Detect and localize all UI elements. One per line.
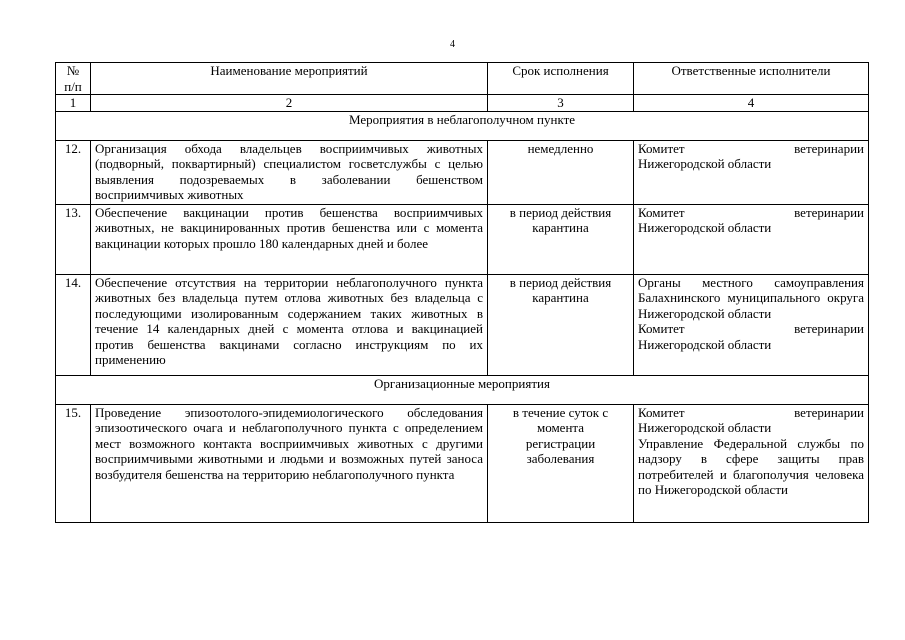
header-row xyxy=(56,63,869,95)
measure-term: в период действия карантина xyxy=(488,274,634,375)
measure-term: немедленно xyxy=(488,140,634,204)
column-index-row xyxy=(56,95,869,112)
measure-term: в период действия карантина xyxy=(488,204,634,274)
responsible-line: Органы местного самоуправления Балахнинского муниципального округа Нижегородской области xyxy=(638,274,864,321)
header-term: Срок исполнения xyxy=(488,63,634,95)
row-number: 13. xyxy=(56,204,91,274)
table-row xyxy=(56,274,869,375)
responsible-line: Нижегородской области xyxy=(638,220,772,235)
measures-table xyxy=(55,62,869,523)
section-title: Мероприятия в неблагополучном пункте xyxy=(56,111,869,140)
page-number: 4 xyxy=(450,39,455,50)
measure-name: Организация обхода владельцев восприимчивых животных (подворный, поквартирный) специалистом госветслужбы с целью выявления подозреваемых в заболевании бешенством восприимчивых животных xyxy=(91,140,488,204)
measure-name: Обеспечение вакцинации против бешенства восприимчивых животных, не вакцинированных против бешенства или с момента вакцинации которых прошло 180 календарных дней и более xyxy=(91,204,488,274)
table-row xyxy=(56,204,869,274)
header-num: № п/п xyxy=(56,63,91,95)
measure-name: Проведение эпизоотолого-эпидемиологического обследования эпизоотического очага и неблагополучного пункта с определением мест возможного контакта восприимчивых животных с другими восприимчивыми животными и людьми и возможных путей заноса возбудителя бешенства на территорию неблагополучного пункта xyxy=(91,404,488,522)
responsible-line: Комитет ветеринарии xyxy=(638,204,864,220)
header-responsible: Ответственные исполнители xyxy=(634,63,869,95)
responsible-line: Управление Федеральной службы по надзору в сфере защиты прав потребителей и благополучия человека по Нижегородской области xyxy=(638,435,864,497)
row-number: 12. xyxy=(56,140,91,204)
column-index: 3 xyxy=(488,95,634,112)
header-name: Наименование мероприятий xyxy=(91,63,488,95)
responsible-line: Комитет ветеринарии xyxy=(638,404,864,420)
column-index: 4 xyxy=(634,95,869,112)
measure-responsible xyxy=(634,204,869,274)
table-row xyxy=(56,404,869,522)
responsible-line: Комитет ветеринарии xyxy=(638,321,864,336)
row-number: 15. xyxy=(56,404,91,522)
measure-term: в течение суток с момента регистрации заболевания xyxy=(488,404,634,522)
measure-responsible xyxy=(634,274,869,375)
responsible-line: Нижегородской области xyxy=(638,336,772,352)
section-header-row xyxy=(56,111,869,140)
column-index: 1 xyxy=(56,95,91,112)
row-number: 14. xyxy=(56,274,91,375)
responsible-line: Комитет ветеринарии xyxy=(638,140,864,156)
column-index: 2 xyxy=(91,95,488,112)
section-title: Организационные мероприятия xyxy=(56,375,869,404)
measure-responsible xyxy=(634,404,869,522)
section-header-row xyxy=(56,375,869,404)
measure-responsible xyxy=(634,140,869,204)
measure-name: Обеспечение отсутствия на территории неблагополучного пункта животных без владельца путем отлова животных без владельца с последующими изолированным содержанием таких животных в течение 14 календарных дней с момента отлова и вакцинацией против бешенства вакцинами согласно инструкциям по их применению xyxy=(91,274,488,375)
responsible-line: Нижегородской области xyxy=(638,420,772,435)
table-row xyxy=(56,140,869,204)
responsible-line: Нижегородской области xyxy=(638,156,772,171)
